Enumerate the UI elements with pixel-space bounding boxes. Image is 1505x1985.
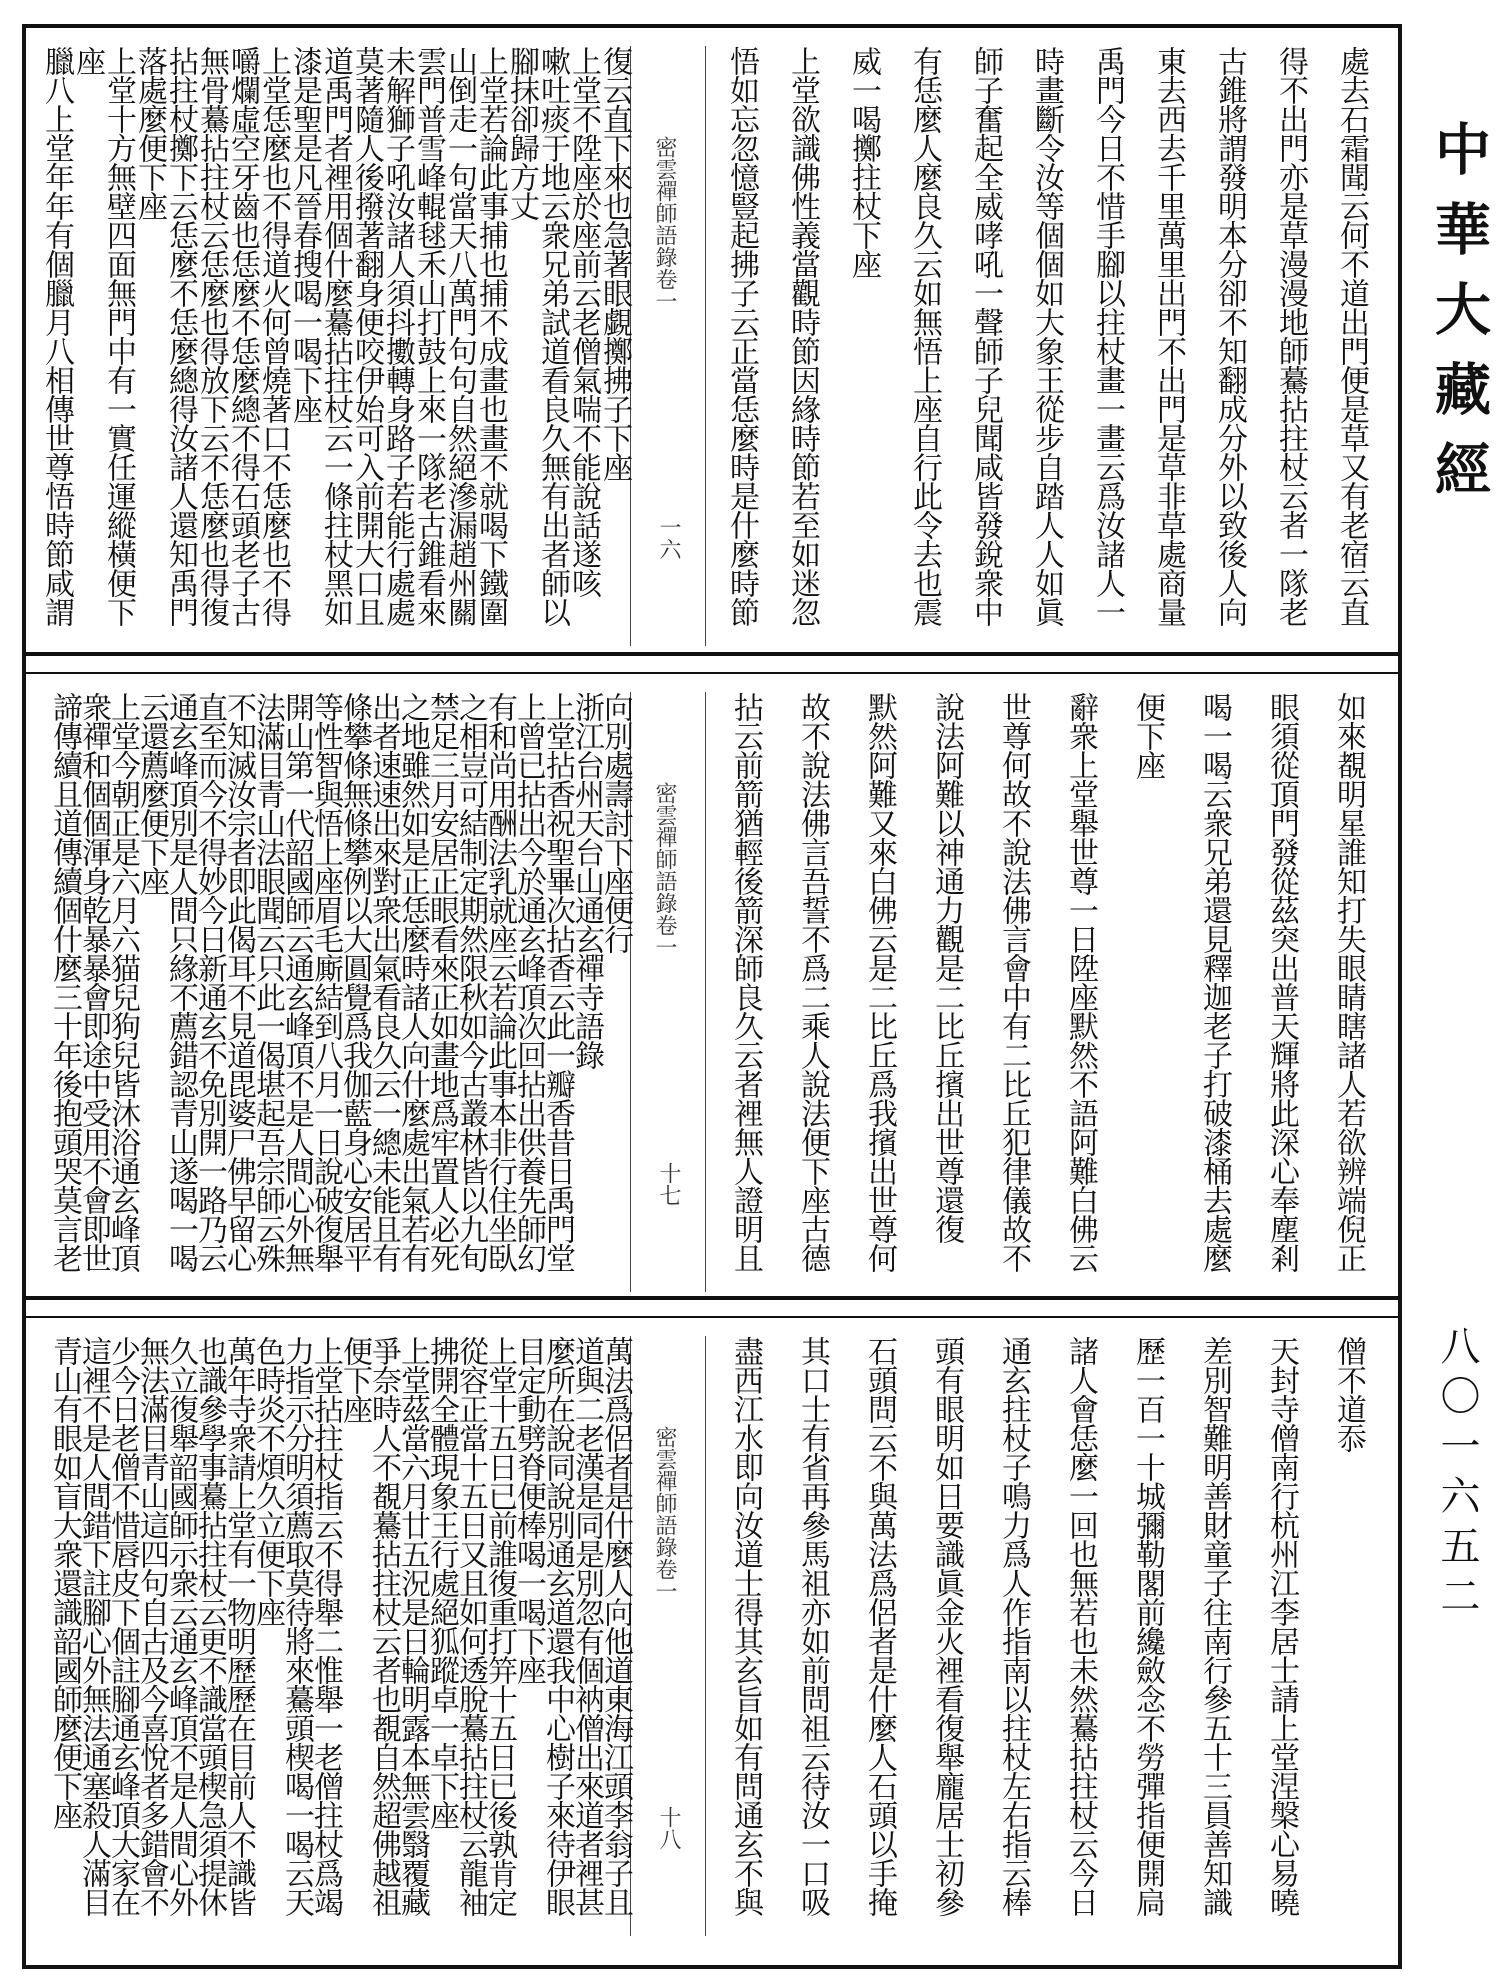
- right-text-block: [706, 46, 1382, 646]
- text-column: 上堂若論此事捕也捕不成畫也畫不就喝下鐵圍: [473, 46, 508, 626]
- text-column: 嚼爛虛空牙齒也恁麼不恁麼總不得石頭老子古: [225, 46, 260, 626]
- center-gutter: [630, 46, 706, 646]
- center-gutter: [630, 692, 706, 1292]
- text-column: 故不說法佛言吾誓不爲二乘人說法便下座古德: [795, 692, 830, 1272]
- page-number: 八〇一六五二: [1434, 1325, 1480, 1625]
- text-column: 拂開全體現象王行處絕狐蹤卓一卓下座: [424, 1336, 459, 1829]
- collection-title: 中華大藏經: [1426, 120, 1492, 520]
- text-column: 得不出門亦是草漫漫地師驀拈拄杖云者一隊老: [1273, 46, 1308, 626]
- running-head: 密雲禪師語錄卷一: [652, 136, 677, 312]
- text-column: 僧不道忝: [1331, 1336, 1366, 1452]
- text-column: 有恁麼人麼良久云如無悟上座自行此令去也震: [907, 46, 942, 626]
- text-column: 上堂十五日已前誰復重打笄十五日已後孰肯定: [482, 1336, 517, 1916]
- text-column: 天封寺僧南行杭州江李居士請上堂涅槃心易曉: [1264, 1336, 1299, 1916]
- text-column: 萬法爲侶者是什麼人向他道東海江頭李翁子且: [598, 1336, 633, 1916]
- text-column: 上堂恁麼也不得道火何曾燒著口不恁麼也不得: [256, 46, 291, 626]
- text-column: 衆禪和個個渾身乾暴暴會即途中受用不會即世: [76, 692, 111, 1272]
- leaf-number: 一六: [656, 516, 681, 560]
- text-column: 無骨驀拈拄杖云恁麼也得放下云不恁麼也得復: [194, 46, 229, 626]
- text-column: 古錐將謂發明本分卻不知翻成分外以致後人向: [1212, 46, 1247, 626]
- text-column: 禁足三月安居正眼看來正如畫地爲牢置人必死: [424, 692, 459, 1272]
- text-column: 色時炎不煩久立便下座: [250, 1336, 285, 1626]
- running-head: 密雲禪師語錄卷一: [652, 782, 677, 958]
- text-column: 上曾已拈出今於通玄峰頂次回拈出供養先師幻: [511, 692, 546, 1272]
- text-column: 時畫斷令汝等個個如大象王從步自踏人人如眞: [1029, 46, 1064, 626]
- text-column: 歷一百一十城彌勒閣前纔斂念不勞彈指便開扃: [1130, 1336, 1165, 1916]
- text-column: 道禹門者裡用個什麼驀拈拄杖云一條拄杖黑如: [318, 46, 353, 626]
- text-column: 向別處壽討下座便行: [598, 692, 633, 953]
- text-column: 有和尚用酬法乳就座云若論此事本非行住坐臥: [482, 692, 517, 1272]
- text-column: 默然阿難又來白佛云是二比丘爲我擯出世尊何: [862, 692, 897, 1272]
- text-column: 云還薦麼便下座: [134, 692, 169, 895]
- text-column: 等性智與悟上座眉毛廝結到八月一日說破復舉: [308, 692, 343, 1272]
- text-column: 目定動劈脊便棒喝一喝下座: [511, 1336, 546, 1684]
- text-column: 便下座: [1130, 692, 1165, 779]
- right-text-block: [706, 692, 1382, 1292]
- text-column: 麼所在說同說別通玄道還我中心樹子來待伊眼: [540, 1336, 575, 1916]
- running-head: 密雲禪師語錄卷一: [652, 1426, 677, 1602]
- text-column: 也識參學事驀拈拄杖云更不識當頭楔急須提休: [192, 1336, 227, 1916]
- text-column: 眼須從頂門發從茲突出普天輝將此深心奉塵剎: [1264, 692, 1299, 1272]
- text-column: 萬年寺衆請上堂有一物明歷歷在目前人不識皆: [221, 1336, 256, 1916]
- text-column: 通玄拄杖子鳴力爲人作指南以拄杖左右指云棒: [996, 1336, 1031, 1916]
- text-column: 通玄峰頂別是人間只緣不薦錯認青山遂喝一喝: [163, 692, 198, 1272]
- text-column: 青山有眼如盲大衆還識韶國師麼便下座: [47, 1336, 82, 1829]
- text-column: 差別智難明善財童子往南行參五十三員善知識: [1197, 1336, 1232, 1916]
- text-column: 座: [70, 46, 105, 75]
- text-column: 直至而今不得妙今日新通玄不免別開一路乃云: [192, 692, 227, 1272]
- text-column: 處去石霜聞云何不道出門便是草又有老宿云直: [1334, 46, 1369, 626]
- text-column: 威一喝擲拄杖下座: [846, 46, 881, 278]
- register-2: [26, 672, 1398, 1300]
- text-column: 悟如忘忽憶豎起拂子云正當恁麼時是什麼時節: [724, 46, 759, 626]
- text-column: 少今日老僧不惜唇皮下個註腳通玄峰頂大家在: [105, 1336, 140, 1916]
- text-column: 這裡不是人間錯下註腳心外無法通塞殺人滿目: [76, 1336, 111, 1916]
- text-column: 條攀條無條攀例以大圓覺爲我伽藍身心安居平: [337, 692, 372, 1272]
- text-column: 力指示分明須薦取莫待將來驀頭楔喝一喝云天: [279, 1336, 314, 1916]
- text-column: 上堂欲識佛性義當觀時節因緣時節若至如迷忽: [785, 46, 820, 626]
- text-column: 嗽吐痰于地云衆兄弟試道看良久無有出者師以: [535, 46, 570, 626]
- text-column: 莫著隨人後撥著翻身便咬伊始可入前開大口且: [349, 46, 384, 626]
- text-column: 無法滿目青山這四句自古及今喜悅者多錯會不: [134, 1336, 169, 1916]
- text-column: 喝一喝云衆兄弟還見釋迦老子打破漆桶去處麼: [1197, 692, 1232, 1272]
- text-column: 臘八上堂年年有個臘月八相傳世尊悟時節咸謂: [39, 46, 74, 626]
- register-1: [26, 28, 1398, 656]
- text-column: 盡西江水即向汝道士得其玄旨如有問通玄不與: [728, 1336, 763, 1916]
- text-column: 腳抹卻歸方丈: [504, 46, 539, 220]
- text-column: 上堂茲當六月廿五況是日輪明露本無雲翳覆藏: [395, 1336, 430, 1916]
- text-column: 諸人會恁麼一回也無若也未然驀拈拄杖云今日: [1063, 1336, 1098, 1916]
- text-column: 便下座: [337, 1336, 372, 1423]
- text-column: 師子奮起全威哮吼一聲師子兒聞咸皆發銳衆中: [968, 46, 1003, 626]
- leaf-number: 十八: [656, 1806, 681, 1850]
- text-column: 上堂十方無壁四面無門中有一實任運縱橫便下: [101, 46, 136, 626]
- text-column: 說法阿難以神通力觀是二比丘擯出世尊還復: [929, 692, 964, 1243]
- text-column: 世尊何故不說法佛言會中有二比丘犯律儀故不: [996, 692, 1031, 1272]
- text-column: 上堂今朝正是六月六猫兒狗兒皆沐浴通玄峰頂: [105, 692, 140, 1272]
- text-column: 雲門普雪峰輥毬禾山打鼓上來一隊老古錐看來: [411, 46, 446, 626]
- text-column: 辭衆上堂舉世尊一日陞座默然不語阿難白佛云: [1063, 692, 1098, 1272]
- text-column: 禹門今日不惜手腳以拄杖畫一畫云爲汝諸人一: [1090, 46, 1125, 626]
- text-column: 浙江台州天台山通玄禪寺語錄: [569, 692, 604, 1069]
- leaf-number: 十七: [656, 1162, 681, 1206]
- center-gutter: [630, 1336, 706, 1936]
- left-text-block: [40, 1336, 633, 1936]
- text-column: 諦傳續且道傳續個什麼三十年後抱頭哭莫言老: [47, 692, 82, 1272]
- text-column: 出者速速出來對衆出氣看良久云一總未能且有: [366, 692, 401, 1272]
- text-column: 山倒走一句當天八萬門句句自然絕滲漏趙州關: [442, 46, 477, 626]
- text-column: 落處麼便下座: [132, 46, 167, 220]
- text-column: 從容正當十五日又且如何透脫驀拈拄杖云龍袖: [453, 1336, 488, 1916]
- left-text-block: [40, 46, 630, 646]
- text-column: 如來覩明星誰知打失眼睛瞎諸人若欲辨端倪正: [1331, 692, 1366, 1272]
- text-column: 拈拄杖擲下云恁麼不恁麼總得汝諸人還知禹門: [163, 46, 198, 626]
- right-text-block: [706, 1336, 1382, 1936]
- text-column: 復云直下來也急著眼覷擲拂子下座: [597, 46, 632, 481]
- text-column: 爭奈時人不覩驀拈拄杖云者也覩自然超佛越祖: [366, 1336, 401, 1916]
- text-column: 漆是聖是凡晉春搜喝一喝下座: [287, 46, 322, 423]
- register-3: [26, 1316, 1398, 1944]
- text-column: 上堂不陞座於座前云老僧氣喘不能說話遂咳: [566, 46, 601, 597]
- text-column: 之相豈可結制定期然限秋如今古叢林皆以九旬: [453, 692, 488, 1272]
- text-column: 道與二老漢是同是別忽有個衲僧出來道者裡甚: [569, 1336, 604, 1916]
- text-column: 東去西去千里萬里出門不出門是草非草處商量: [1151, 46, 1186, 626]
- text-column: 開山第一代韶國師云通玄峰頂不是人間心外無: [279, 692, 314, 1272]
- text-column: 法滿目青山法眼聞云只此一偈堪起吾宗師云殊: [250, 692, 285, 1272]
- text-column: 頭有眼明如日要識眞金火裡看復舉龐居士初參: [929, 1336, 964, 1916]
- text-column: 其口士有省再參馬祖亦如前問祖云待汝一口吸: [795, 1336, 830, 1916]
- left-text-block: [40, 692, 633, 1292]
- text-column: 上堂拈拄杖指云不得舉二惟舉一老僧拄杖爲竭: [308, 1336, 343, 1916]
- text-column: 不知滅汝宗者即此偈耳不見道毘婆尸佛早留心: [221, 692, 256, 1272]
- text-column: 石頭問云不與萬法爲侶者是什麼人石頭以手掩: [862, 1336, 897, 1916]
- text-column: 之地雖然如是正恁麼時諸人向什麼處出氣若有: [395, 692, 430, 1272]
- text-column: 久立復舉韶國師示衆云通玄峰頂不是人間心外: [163, 1336, 198, 1916]
- text-column: 上堂拈香祝聖畢次拈香云此一瓣香昔日禹門堂: [540, 692, 575, 1272]
- text-column: 未解獅子吼汝諸人須抖擻轉身路子若能行處處: [380, 46, 415, 626]
- text-column: 拈云前箭猶輕後箭深師良久云者裡無人證明且: [728, 692, 763, 1272]
